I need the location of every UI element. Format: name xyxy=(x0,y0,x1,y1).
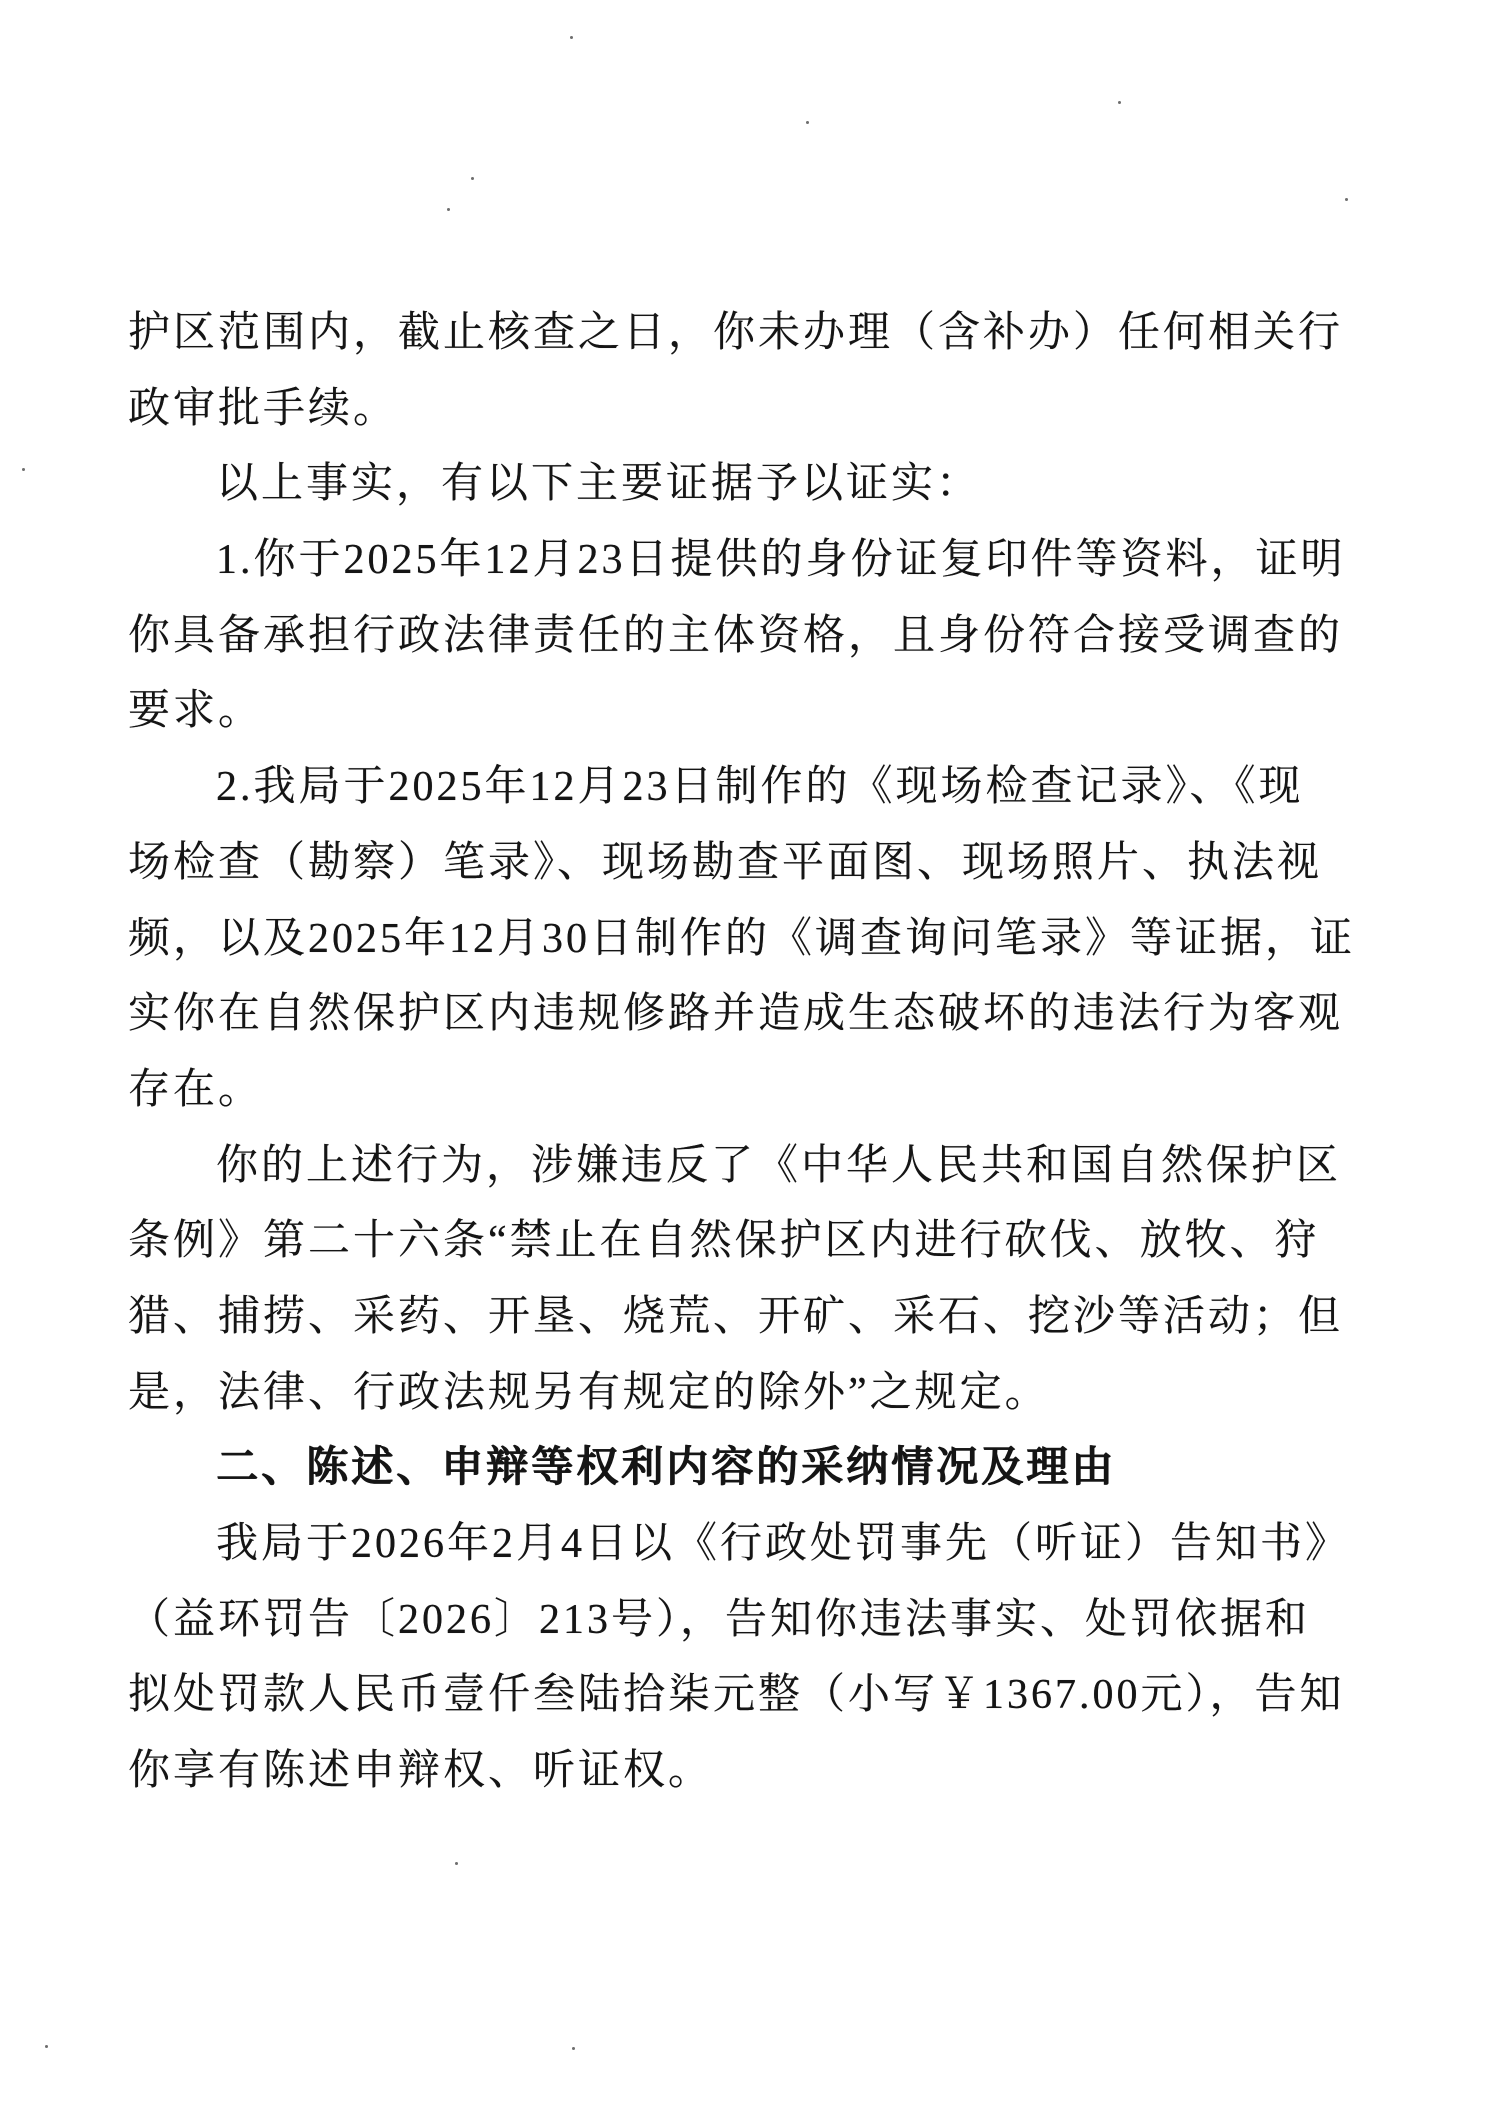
text-line: 要求。 xyxy=(128,688,264,735)
scan-speckle xyxy=(455,1862,458,1865)
scan-speckle xyxy=(572,2047,575,2050)
scan-speckle xyxy=(471,177,474,180)
text-line: 存在。 xyxy=(128,1066,264,1113)
text-line: 你的上述行为，涉嫌违反了《中华人民共和国自然保护区 xyxy=(216,1142,1342,1189)
scan-speckle xyxy=(806,121,809,124)
text-line: 场检查（勘察）笔录》、现场勘查平面图、现场照片、执法视 xyxy=(128,839,1323,886)
text-line: 护区范围内，截止核查之日，你未办理（含补办）任何相关行 xyxy=(128,310,1344,356)
text-line: 政审批手续。 xyxy=(128,385,399,432)
text-line: 猎、捕捞、采药、开垦、烧荒、开矿、采石、挖沙等活动；但 xyxy=(128,1293,1344,1340)
text-line: 以上事实，有以下主要证据予以证实： xyxy=(216,461,982,508)
text-line: 你享有陈述申辩权、听证权。 xyxy=(128,1748,714,1795)
scan-speckle xyxy=(22,468,25,471)
scan-speckle xyxy=(1345,198,1348,201)
scan-speckle xyxy=(1118,101,1121,104)
text-line: 你具备承担行政法律责任的主体资格，且身份符合接受调查的 xyxy=(128,612,1344,659)
text-line: 我局于2026年2月4日以《行政处罚事先（听证）告知书》 xyxy=(216,1521,1351,1567)
scan-speckle xyxy=(570,36,573,39)
text-line: 拟处罚款人民币壹仟叁陆拾柒元整（小写￥1367.00元），告知 xyxy=(128,1672,1345,1719)
text-line: 2.我局于2025年12月23日制作的《现场检查记录》、《现 xyxy=(216,764,1304,811)
scan-speckle xyxy=(45,2045,48,2048)
text-line: 是，法律、行政法规另有规定的除外”之规定。 xyxy=(128,1369,1050,1416)
text-line: （益环罚告〔2026〕213号），告知你违法事实、处罚依据和 xyxy=(128,1596,1311,1643)
document-body xyxy=(128,296,1378,1810)
text-line: 条例》第二十六条“禁止在自然保护区内进行砍伐、放牧、狩 xyxy=(128,1218,1320,1265)
text-line: 1.你于2025年12月23日提供的身份证复印件等资料，证明 xyxy=(216,537,1346,584)
text-line: 实你在自然保护区内违规修路并造成生态破坏的违法行为客观 xyxy=(128,991,1344,1038)
section-heading: 二、陈述、申辩等权利内容的采纳情况及理由 xyxy=(216,1445,1117,1492)
text-line: 频，以及2025年12月30日制作的《调查询问笔录》等证据，证 xyxy=(128,915,1356,962)
scan-speckle xyxy=(447,208,450,211)
